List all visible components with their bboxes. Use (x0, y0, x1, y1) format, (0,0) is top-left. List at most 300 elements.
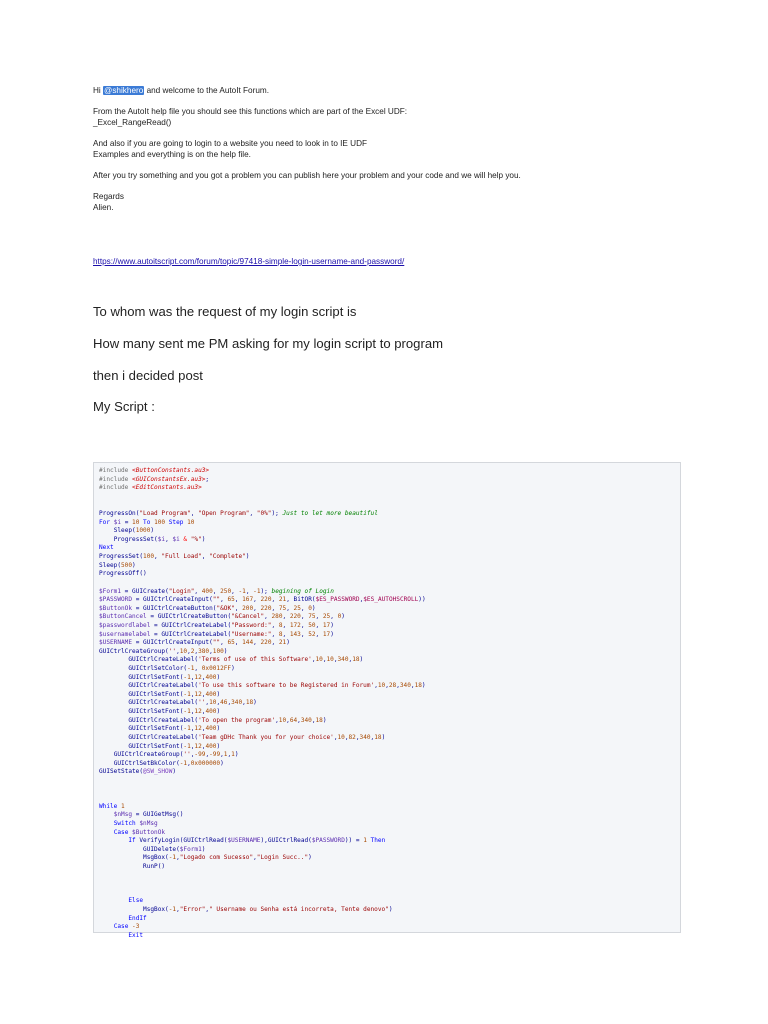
code-token (99, 734, 128, 741)
code-line (99, 880, 426, 889)
code-token: 400 (205, 708, 217, 716)
code-token: GUICtrlCreateInput (143, 639, 210, 647)
code-token: ) (253, 699, 257, 707)
code-token: 17 (322, 621, 331, 629)
code-token: $Form1 (99, 587, 122, 595)
code-token: , (201, 742, 206, 750)
code-token: ProgressSet (99, 553, 140, 561)
code-token (99, 811, 114, 818)
code-token: @SW_SHOW (143, 768, 173, 776)
code-token: -1 (183, 725, 191, 733)
code-token: GUICtrlRead (267, 837, 309, 845)
code-token: 380 (198, 647, 210, 655)
code-token: , (194, 665, 202, 673)
code-line (99, 794, 426, 803)
code-token: -1 (168, 906, 177, 914)
code-token: "Full Load" (161, 553, 202, 561)
code-token: , (201, 553, 210, 561)
forum-topic-link[interactable]: https://www.autoitscript.com/forum/topic/97418-simple-login-username-and-password/ (93, 257, 405, 266)
code-block[interactable] (93, 462, 681, 939)
code-line (99, 648, 426, 657)
code-token: GUICtrlCreateLabel (128, 716, 195, 724)
code-token: 8 (278, 621, 283, 629)
code-line (99, 613, 426, 622)
code-token: $USERNAME (227, 837, 261, 845)
code-token: 0 (308, 604, 312, 612)
code-token: , (234, 639, 243, 647)
code-token (99, 932, 128, 939)
code-token (99, 699, 128, 706)
function-name: _Excel_RangeRead() (93, 117, 172, 127)
code-line (99, 725, 426, 734)
code-token: GUICtrlCreateButton (157, 613, 228, 621)
code-token: 18 (414, 682, 422, 690)
code-token (99, 725, 128, 732)
code-token: 0 (337, 613, 342, 621)
code-line (99, 570, 426, 579)
code-token: -1 (183, 673, 191, 681)
code-token: , (242, 699, 246, 707)
code-token: , (216, 699, 221, 707)
code-token: Sleep (113, 527, 133, 535)
code-token: "Open Program" (198, 510, 250, 518)
code-token: 100 (212, 647, 224, 655)
code-token: '' (198, 699, 206, 707)
code-token: = (150, 621, 162, 629)
code-token: ( (179, 751, 184, 759)
code-token: , (154, 553, 162, 561)
code-token: , (220, 751, 224, 759)
code-token: MsgBox (143, 906, 166, 914)
code-token: BitOR (293, 596, 312, 604)
code-token: 172 (289, 621, 301, 629)
code-token: ( (194, 682, 199, 690)
code-token: = (132, 596, 144, 604)
code-token: 10 (315, 656, 323, 664)
code-token: = (132, 639, 144, 647)
code-token: 10 (187, 518, 195, 526)
code-token: $ButtonOk (132, 828, 166, 836)
code-token: "Password:" (231, 621, 272, 629)
code-token (99, 829, 114, 836)
code-token: )) = (344, 837, 364, 845)
code-token: 340 (359, 733, 371, 741)
code-token: , (194, 587, 202, 595)
code-token: ) (132, 561, 136, 569)
code-token: ( (179, 725, 184, 733)
code-token: " Username ou Senha está incorreta, Tente denovo" (209, 906, 389, 914)
code-token: "0%" (256, 510, 272, 518)
code-token (99, 656, 128, 663)
code-token: GUICtrlCreateLabel (128, 733, 195, 741)
code-token: -1 (183, 742, 191, 750)
code-token: $i (157, 535, 166, 543)
code-token: , (194, 647, 199, 655)
code-token: , (315, 621, 323, 629)
code-line (99, 820, 426, 829)
code-token: 18 (374, 733, 382, 741)
code-token: Else (128, 897, 144, 905)
code-token: 167 (242, 596, 254, 604)
code-token: ( (179, 742, 184, 750)
code-line (99, 872, 426, 881)
code-token: ( (194, 716, 199, 724)
code-token: , (231, 587, 239, 595)
code-token: , (234, 604, 243, 612)
code-token: , (370, 733, 375, 741)
code-line (99, 743, 426, 752)
code-token: ( (209, 639, 213, 647)
code-token: 0x0012FF (201, 665, 232, 673)
code-line (99, 717, 426, 726)
code-token: , (205, 699, 210, 707)
publish-paragraph: After you try something and you got a problem you can publish here your problem and your code and we will help you. (93, 171, 521, 181)
code-token: , (333, 733, 338, 741)
code-token: -1 (253, 587, 261, 595)
code-token: 400 (201, 587, 213, 595)
code-token: 12 (194, 708, 202, 716)
code-token: 1000 (135, 527, 151, 535)
code-token: , (315, 613, 323, 621)
code-token: $ButtonCancel (99, 613, 147, 621)
code-token: , (165, 535, 173, 543)
code-line (99, 846, 426, 855)
code-token: , (190, 673, 195, 681)
code-token: 400 (205, 690, 217, 698)
code-line (99, 932, 426, 941)
regards-text: Regards (93, 192, 124, 202)
code-line (99, 562, 426, 571)
code-token: ) (223, 647, 228, 655)
code-token: , (253, 596, 261, 604)
code-token: GUIDelete (143, 845, 177, 853)
code-token: , (385, 682, 389, 690)
code-token: 10 (377, 682, 386, 690)
code-token: 10 (326, 656, 334, 664)
code-token: ( (227, 613, 232, 621)
code-token: begining of Login (267, 587, 334, 595)
code-token: Case (113, 923, 129, 931)
code-line (99, 476, 426, 485)
code-token: , (271, 621, 279, 629)
code-line (99, 863, 426, 872)
code-token: Case (113, 828, 129, 836)
code-line (99, 639, 426, 648)
code-token: GUICtrlCreateInput (143, 596, 210, 604)
code-line (99, 674, 426, 683)
code-token: ( (165, 906, 169, 914)
code-token: GUICtrlSetFont (128, 690, 180, 698)
code-token (99, 536, 114, 543)
code-token: , (176, 647, 180, 655)
code-token: $USERNAME (99, 639, 133, 647)
code-line (99, 493, 426, 502)
code-token: ( (176, 759, 180, 767)
code-token: , (201, 725, 206, 733)
code-token: 10 (278, 716, 287, 724)
code-line (99, 682, 426, 691)
code-token: -1 (183, 690, 191, 698)
code-token: , (297, 716, 301, 724)
code-token: ( (227, 630, 232, 638)
code-token: $i (113, 518, 122, 526)
code-token: '' (183, 751, 191, 759)
code-token: 25 (322, 613, 331, 621)
code-token: -99 (194, 751, 206, 759)
code-token: ) (234, 751, 239, 759)
code-token: ) (245, 553, 250, 561)
code-line (99, 699, 426, 708)
code-token: , (282, 613, 290, 621)
code-token: 220 (260, 604, 272, 612)
code-token: If (128, 837, 136, 845)
code-line (99, 923, 426, 932)
code-token: ) (220, 759, 224, 767)
code-token: , (330, 613, 338, 621)
code-token: 17 (322, 630, 331, 638)
code-token: 400 (205, 725, 217, 733)
code-token: $passwordlabel (99, 621, 151, 629)
code-token: , (344, 733, 349, 741)
code-line (99, 751, 426, 760)
code-token: To (139, 518, 155, 526)
code-token: , (190, 725, 195, 733)
code-token: 0x000000 (190, 759, 221, 767)
code-token: , (187, 647, 191, 655)
code-token: "%" (190, 535, 202, 543)
code-token: () (139, 570, 147, 578)
code-token: #include (99, 467, 133, 474)
code-token: Exit (128, 931, 144, 939)
code-token: 28 (388, 682, 397, 690)
code-token: , (300, 613, 309, 621)
code-token: Then (366, 837, 386, 845)
code-token: 82 (348, 733, 356, 741)
code-token (99, 717, 128, 724)
help-file-line: From the AutoIt help file you should see this functions which are part of the Excel UDF: (93, 107, 408, 117)
code-token: , (355, 733, 360, 741)
code-token: 12 (194, 725, 202, 733)
code-token: ( (165, 587, 169, 595)
code-token: $Form1 (179, 845, 202, 853)
code-token: , (271, 596, 279, 604)
code-token: 10 (132, 518, 140, 526)
code-line (99, 579, 426, 588)
code-token: , (311, 716, 316, 724)
code-token: ( (165, 854, 169, 862)
code-token: ) (150, 527, 155, 535)
code-token: 10 (179, 647, 188, 655)
ie-udf-line: And also if you are going to login to a website you need to look in to IE UDF (93, 139, 367, 149)
code-token: , (190, 510, 199, 518)
code-token: ); (271, 510, 279, 518)
code-token: 21 (278, 596, 287, 604)
code-token: GUICtrlRead (183, 837, 224, 845)
code-line (99, 837, 426, 846)
code-line (99, 544, 426, 553)
code-token: GUICtrlSetFont (128, 725, 180, 733)
code-token (99, 691, 128, 698)
code-token: , (300, 621, 309, 629)
intro-line-request: To whom was the request of my login script is (93, 304, 357, 319)
code-token: , (201, 690, 206, 698)
code-token: GUICtrlSetColor (128, 665, 184, 673)
code-token: = (150, 630, 162, 638)
code-token: <GUIConstantsEx.au3> (132, 475, 206, 483)
code-token: "Logado com Sucesso" (179, 854, 254, 862)
code-token: ) (286, 639, 290, 647)
code-token: 'Terms of use of this Software' (198, 656, 312, 664)
code-token: ( (139, 768, 144, 776)
code-token: MsgBox (143, 854, 166, 862)
code-token: ( (227, 621, 232, 629)
code-token: , (333, 656, 338, 664)
code-token: , (205, 906, 210, 914)
code-token: $ES_AUTOHSCROLL (363, 596, 419, 604)
code-token: 100 (154, 518, 166, 526)
code-token: , (264, 613, 272, 621)
code-token (99, 708, 128, 715)
code-token: ) (421, 682, 426, 690)
code-token (99, 527, 114, 534)
code-token: 220 (260, 596, 272, 604)
examples-line: Examples and everything is on the help file. (93, 149, 251, 159)
code-token: , (190, 690, 195, 698)
code-token: 75 (308, 613, 316, 621)
code-token: , (227, 699, 232, 707)
code-token: ( (194, 699, 199, 707)
code-token: 340 (399, 682, 411, 690)
code-token: 143 (289, 630, 301, 638)
code-token (99, 854, 143, 861)
code-token (99, 923, 114, 930)
intro-line-script: My Script : (93, 399, 155, 414)
intro-line-post: then i decided post (93, 368, 203, 383)
code-token: , (205, 751, 210, 759)
code-token: ( (139, 553, 144, 561)
code-token: , (300, 630, 309, 638)
code-token: Step (165, 518, 188, 526)
code-line (99, 484, 426, 493)
code-token: ) (172, 768, 177, 776)
code-token: Next (99, 544, 114, 552)
code-token: GUICtrlSetBkColor (113, 759, 177, 767)
code-line (99, 527, 426, 536)
code-listing (99, 467, 426, 941)
code-token: , (227, 751, 232, 759)
code-token: , (348, 656, 353, 664)
code-token: 18 (315, 716, 323, 724)
code-token: ( (117, 561, 122, 569)
code-token: EndIf (128, 914, 147, 922)
code-token: RunP() (99, 863, 166, 871)
code-token: , (275, 716, 279, 724)
code-token: 400 (205, 673, 217, 681)
user-mention[interactable]: @shikhero (104, 86, 144, 95)
code-token: 46 (220, 699, 228, 707)
code-token: , (282, 621, 290, 629)
code-line (99, 889, 426, 898)
code-line (99, 536, 426, 545)
code-token: 10 (209, 699, 217, 707)
code-token: Switch (113, 819, 136, 827)
code-line (99, 605, 426, 614)
code-token: , (410, 682, 415, 690)
code-token: ) (381, 733, 386, 741)
greeting-prefix: Hi (93, 86, 101, 95)
code-line (99, 588, 426, 597)
code-token: 50 (308, 621, 316, 629)
code-token: GUICreate (132, 587, 166, 595)
code-token: -1 (238, 587, 246, 595)
code-token: 340 (337, 656, 349, 664)
code-token: 200 (242, 604, 254, 612)
code-token: ( (308, 837, 312, 845)
code-token: ( (135, 510, 140, 518)
code-token: -1 (168, 854, 177, 862)
code-token: ) (201, 845, 206, 853)
code-token: "&OK" (216, 604, 235, 612)
code-token: , (271, 630, 279, 638)
code-token (99, 820, 114, 827)
code-token: GUICtrlCreateLabel (128, 682, 195, 690)
code-token: ) (308, 854, 312, 862)
code-token: -1 (187, 665, 195, 673)
code-token: , (322, 656, 327, 664)
greeting-suffix: and welcome to the AutoIt Forum. (146, 86, 269, 95)
code-token: GUICtrlCreateButton (143, 604, 213, 612)
code-line (99, 854, 426, 863)
code-token: , (286, 604, 294, 612)
code-token: , (253, 604, 261, 612)
code-token: GUICtrlCreateGroup (113, 751, 180, 759)
code-token: "&Cancel" (231, 613, 265, 621)
code-token: 1 (223, 751, 228, 759)
code-token: 12 (194, 742, 202, 750)
code-line (99, 811, 426, 820)
code-token: ProgressOn (99, 510, 136, 518)
code-token: 220 (260, 639, 272, 647)
code-token (99, 915, 128, 922)
code-token: 1 (121, 802, 125, 810)
ie-udf-paragraph (93, 139, 693, 160)
code-token: , (190, 742, 195, 750)
code-token: $PASSWORD (311, 837, 345, 845)
code-token: )) (418, 596, 426, 604)
code-token: 500 (121, 561, 133, 569)
code-token: & (183, 535, 188, 543)
code-token: "Load Program" (139, 510, 191, 518)
code-line (99, 734, 426, 743)
code-token: Just to let more beautiful (278, 510, 378, 518)
code-token: , (201, 673, 206, 681)
code-token: ) (216, 742, 221, 750)
code-token: ( (194, 733, 199, 741)
code-token: ) (201, 535, 206, 543)
code-token: 144 (242, 639, 254, 647)
code-token: = (121, 587, 133, 595)
code-token: ( (179, 690, 184, 698)
code-line (99, 829, 426, 838)
code-token: 52 (308, 630, 316, 638)
code-token: 65 (227, 639, 235, 647)
code-token: ) (216, 725, 221, 733)
code-token: ( (165, 647, 169, 655)
code-token: $nMsg (113, 811, 133, 819)
signature-name: Alien. (93, 202, 114, 212)
code-line (99, 760, 426, 769)
code-line (99, 553, 426, 562)
